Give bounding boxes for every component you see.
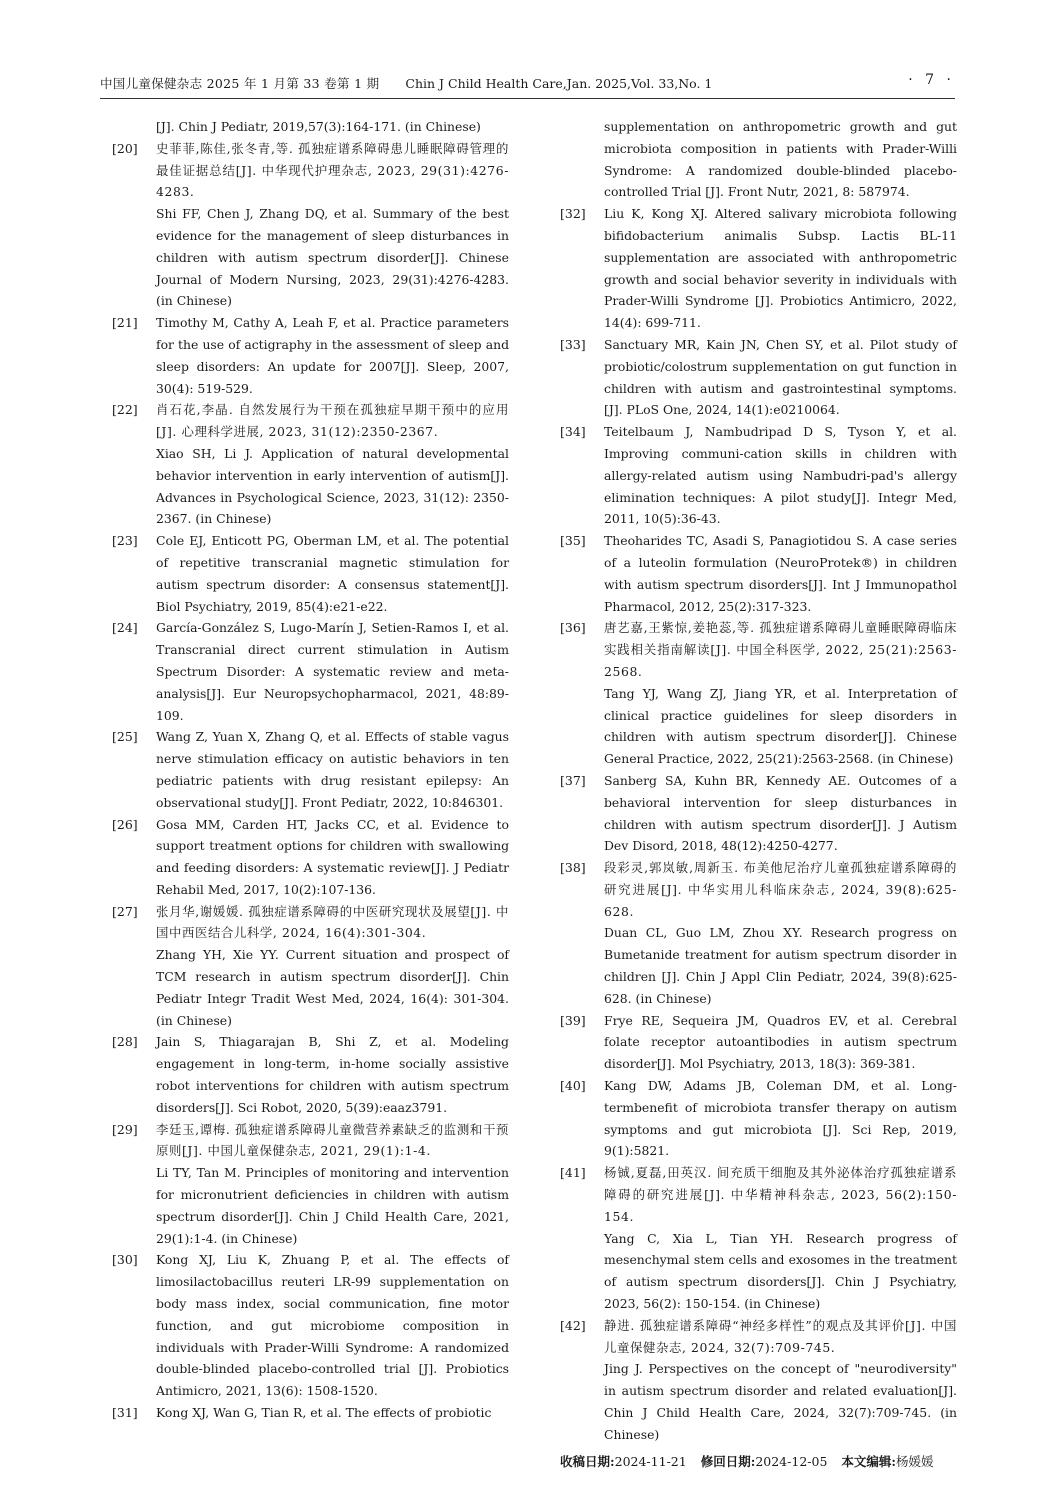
right-column-references	[560, 116, 957, 1446]
reference-entry	[112, 1249, 509, 1402]
page-number: · 7 ·	[908, 72, 955, 88]
reference-entry	[112, 1119, 509, 1250]
reference-text-english: Teitelbaum J, Nambudripad D S, Tyson Y, et al. Improving communi-cation skills in children with allergy-related autism using Nambudri-pad's allergy elimination techniques: A pilot study[J]. Integr Med, 2011, 10(5):36-43.	[604, 424, 957, 527]
reference-number: [23]	[112, 533, 138, 549]
journal-info	[100, 74, 712, 92]
reference-number: [30]	[112, 1252, 138, 1268]
reference-text-chinese: 杨铖,夏磊,田英汉. 间充质干细胞及其外泌体治疗孤独症谱系障碍的研究进展[J]. 中华精神科杂志, 2023, 56(2):150-154.	[604, 1165, 957, 1224]
reference-text: [J]. Chin J Pediatr, 2019,57(3):164-171. (in Chinese)	[156, 119, 481, 134]
reference-entry	[560, 1010, 957, 1075]
reference-text-english: Wang Z, Yuan X, Zhang Q, et al. Effects of stable vagus nerve stimulation efficacy on autistic behaviors in ten pediatric patients with drug resistant epilepsy: An observational study[J]. Front Pediatr, 2022, 10:846301.	[156, 729, 509, 810]
reference-entry	[112, 1402, 509, 1424]
reference-text-chinese: 段彩灵,郭岚敏,周新玉. 布美他尼治疗儿童孤独症谱系障碍的研究进展[J]. 中华实用儿科临床杂志, 2024, 39(8):625-628.	[604, 860, 957, 919]
reference-text: supplementation on anthropometric growth and gut microbiota composition in patients with Prader-Willi Syndrome: A randomized double-blinded placebo-controlled Trial [J]. Front Nutr, 2021, 8: 587974.	[604, 119, 957, 200]
reference-entry	[112, 399, 509, 530]
reference-entry	[112, 617, 509, 726]
reference-text-english: Jain S, Thiagarajan B, Shi Z, et al. Modeling engagement in long-term, in-home socially assistive robot interventions for children with autism spectrum disorders[J]. Sci Robot, 2020, 5(39):eaaz3791.	[156, 1034, 509, 1115]
reference-text-english: Duan CL, Guo LM, Zhou XY. Research progress on Bumetanide treatment for autism spectrum disorder in children [J]. Chin J Appl Clin Pediatr, 2024, 39(8):625-628. (in Chinese)	[604, 925, 957, 1006]
reference-entry	[560, 1162, 957, 1315]
reference-text-english: Li TY, Tan M. Principles of monitoring and intervention for micronutrient deficiencies in children with autism spectrum disorder[J]. Chin J Child Health Care, 2021, 29(1):1-4. (in Chinese)	[156, 1165, 509, 1246]
reference-number: [33]	[560, 336, 586, 352]
reference-number: [25]	[112, 729, 138, 745]
reference-entry	[560, 203, 957, 334]
reference-text-english: Cole EJ, Enticott PG, Oberman LM, et al. The potential of repetitive transcranial magnetic stimulation for autism spectrum disorder: A consensus statement[J]. Biol Psychiatry, 2019, 85(4):e21-e22.	[156, 533, 509, 614]
reference-entry	[112, 901, 509, 1032]
reference-text-english: Kong XJ, Wan G, Tian R, et al. The effects of probiotic	[156, 1405, 492, 1421]
reference-text-english: Xiao SH, Li J. Application of natural developmental behavior intervention in early intervention of autism[J]. Advances in Psychological Science, 2023, 31(12): 2350-2367. (in Chinese)	[156, 445, 509, 527]
reference-entry	[112, 312, 509, 399]
reference-text-chinese: 静进. 孤独症谱系障碍“神经多样性”的观点及其评价[J]. 中国儿童保健杂志, 2024, 32(7):709-745.	[604, 1317, 957, 1355]
reference-entry	[112, 530, 509, 617]
reference-number: [21]	[112, 315, 138, 331]
running-header	[100, 70, 955, 99]
reference-text-english: Yang C, Xia L, Tian YH. Research progress of mesenchymal stem cells and exosomes in the treatment of autism spectrum disorders[J]. Chin J Psychiatry, 2023, 56(2): 150-154. (in Chinese)	[604, 1230, 957, 1312]
reference-text-english: Gosa MM, Carden HT, Jacks CC, et al. Evidence to support treatment options for children with swallowing and feeding disorders: A systematic review[J]. J Pediatr Rehabil Med, 2017, 10(2):107-136.	[156, 816, 509, 897]
received-date: 2024-11-21	[614, 1453, 687, 1469]
reference-text-english: Shi FF, Chen J, Zhang DQ, et al. Summary of the best evidence for the management of sleep disturbances in children with autism spectrum disorder[J]. Chinese Journal of Modern Nursing, 2023, 29(31):4276-4283. (in Chinese)	[156, 206, 509, 309]
right-column	[560, 116, 957, 1470]
reference-number: [39]	[560, 1012, 586, 1028]
reference-text-chinese: 肖石花,李晶. 自然发展行为干预在孤独症早期干预中的应用[J]. 心理科学进展, 2023, 31(12):2350-2367.	[156, 402, 509, 440]
reference-number: [28]	[112, 1034, 138, 1050]
reference-number: [24]	[112, 620, 138, 636]
reference-entry	[560, 530, 957, 617]
reference-text-english: Theoharides TC, Asadi S, Panagiotidou S. A case series of a luteolin formulation (NeuroProtek®) in children with autism spectrum disorders[J]. Int J Immunopathol Pharmacol, 2012, 25(2):317-323.	[604, 533, 957, 614]
reference-text-english: Kong XJ, Liu K, Zhuang P, et al. The effects of limosilactobacillus reuteri LR-99 supplementation on body mass index, social communication, fine motor function, and gut microbiome composition in individuals with Prader-Willi Syndrome: A randomized double-blinded placebo-controlled trial [J]. Probiotics Antimicro, 2021, 13(6): 1508-1520.	[156, 1252, 509, 1399]
reference-continuation	[112, 116, 509, 138]
reference-entry	[560, 617, 957, 770]
reference-entry	[560, 421, 957, 530]
reference-text-english: García-González S, Lugo-Marín J, Setien-Ramos I, et al. Transcranial direct current stimulation in Autism Spectrum Disorder: A systematic review and meta-analysis[J]. Eur Neuropsychopharmacol, 2021, 48:89-109.	[156, 620, 509, 723]
journal-title-cn: 中国儿童保健杂志 2025 年 1 月第 33 卷第 1 期	[100, 76, 380, 91]
revised-label: 修回日期:	[700, 1453, 756, 1469]
reference-entry	[560, 1075, 957, 1162]
reference-number: [37]	[560, 772, 586, 788]
reference-number: [40]	[560, 1078, 586, 1094]
reference-text-english: Tang YJ, Wang ZJ, Jiang YR, et al. Interpretation of clinical practice guidelines for sleep disorders in children with autism spectrum disorder[J]. Chinese General Practice, 2022, 25(21):2563-2568. (in Chinese)	[604, 685, 957, 767]
reference-number: [41]	[560, 1165, 586, 1181]
reference-text-english: Liu K, Kong XJ. Altered salivary microbiota following bifidobacterium animalis Subsp. Lactis BL-11 supplementation are associated with anthropometric growth and social behavior severity in individuals with Prader-Willi Syndrome [J]. Probiotics Antimicro, 2022, 14(4): 699-711.	[604, 206, 957, 331]
reference-text-english: Zhang YH, Xie YY. Current situation and prospect of TCM research in autism spectrum disorder[J]. Chin Pediatr Integr Tradit West Med, 2024, 16(4): 301-304. (in Chinese)	[156, 947, 509, 1028]
editor-name: 杨媛媛	[896, 1453, 934, 1469]
reference-text-chinese: 张月华,谢媛媛. 孤独症谱系障碍的中医研究现状及展望[J]. 中国中西医结合儿科学, 2024, 16(4):301-304.	[156, 903, 509, 941]
reference-entry	[112, 726, 509, 813]
reference-number: [34]	[560, 424, 586, 440]
reference-entry	[560, 1315, 957, 1446]
article-dates	[560, 1452, 957, 1470]
reference-text-english: Timothy M, Cathy A, Leah F, et al. Practice parameters for the use of actigraphy in the assessment of sleep and sleep disorders: An update for 2007[J]. Sleep, 2007, 30(4): 519-529.	[156, 315, 509, 396]
reference-number: [38]	[560, 860, 586, 876]
reference-entry	[560, 770, 957, 857]
reference-text-english: Sanberg SA, Kuhn BR, Kennedy AE. Outcomes of a behavioral intervention for sleep disturbances in children with autism spectrum disorder[J]. J Autism Dev Disord, 2018, 48(12):4250-4277.	[604, 772, 957, 854]
reference-number: [29]	[112, 1121, 138, 1137]
reference-number: [36]	[560, 620, 586, 636]
reference-text-english: Frye RE, Sequeira JM, Quadros EV, et al. Cerebral folate receptor autoantibodies in autism spectrum disorder[J]. Mol Psychiatry, 2013, 18(3): 369-381.	[604, 1012, 957, 1072]
reference-text-english: Sanctuary MR, Kain JN, Chen SY, et al. Pilot study of probiotic/colostrum supplementation on gut function in children with autism and gastrointestinal symptoms. [J]. PLoS One, 2024, 14(1):e0210064.	[604, 336, 957, 418]
reference-text-english: Jing J. Perspectives on the concept of "neurodiversity" in autism spectrum disorder and related evaluation[J]. Chin J Child Health Care, 2024, 32(7):709-745. (in Chinese)	[604, 1361, 957, 1442]
reference-number: [26]	[112, 816, 138, 832]
reference-continuation	[560, 116, 957, 203]
reference-text-chinese: 李廷玉,谭梅. 孤独症谱系障碍儿童微营养素缺乏的监测和干预原则[J]. 中国儿童保健杂志, 2021, 29(1):1-4.	[156, 1121, 509, 1159]
reference-entry	[560, 857, 957, 1010]
journal-title-en: Chin J Child Health Care,Jan. 2025,Vol. 33,No. 1	[405, 76, 713, 91]
editor-label: 本文编辑:	[841, 1453, 897, 1469]
reference-number: [22]	[112, 402, 138, 418]
reference-number: [20]	[112, 140, 138, 156]
received-label: 收稿日期:	[560, 1453, 615, 1469]
reference-entry	[112, 138, 509, 312]
reference-text-chinese: 唐艺嘉,王紫惊,姜艳蕊,等. 孤独症谱系障碍儿童睡眠障碍临床实践相关指南解读[J]. 中国全科医学, 2022, 25(21):2563-2568.	[604, 620, 957, 679]
reference-text-english: Kang DW, Adams JB, Coleman DM, et al. Long-termbenefit of microbiota transfer therapy on autism symptoms and gut microbiota [J]. Sci Rep, 2019, 9(1):5821.	[604, 1078, 957, 1159]
reference-number: [35]	[560, 533, 586, 549]
reference-number: [32]	[560, 206, 586, 222]
reference-text-chinese: 史菲菲,陈佳,张冬青,等. 孤独症谱系障碍患儿睡眠障碍管理的最佳证据总结[J]. 中华现代护理杂志, 2023, 29(31):4276-4283.	[156, 140, 509, 200]
reference-entry	[112, 814, 509, 901]
reference-number: [31]	[112, 1405, 138, 1421]
reference-number: [27]	[112, 903, 138, 919]
reference-entry	[112, 1031, 509, 1118]
left-column	[112, 116, 509, 1424]
reference-entry	[560, 334, 957, 421]
revised-date: 2024-12-05	[755, 1453, 828, 1469]
reference-number: [42]	[560, 1317, 586, 1333]
